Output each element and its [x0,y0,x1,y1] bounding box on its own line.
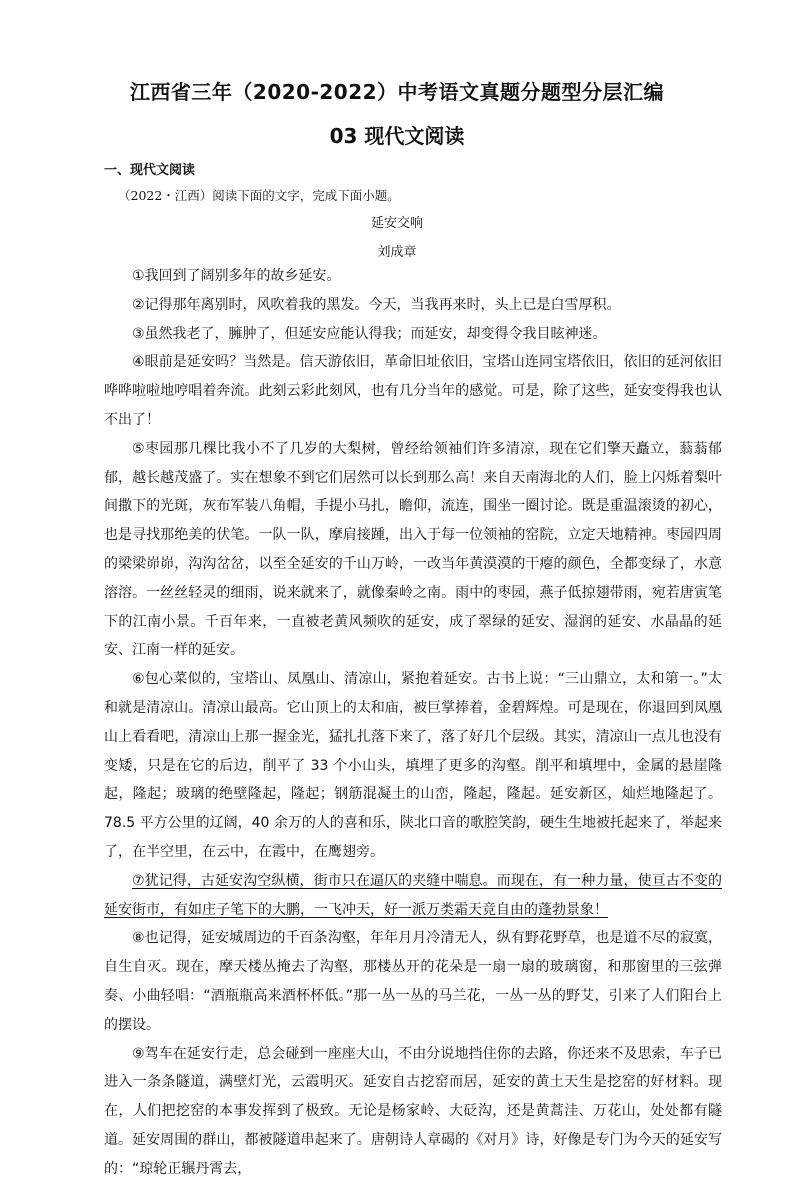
paragraph-4: ④眼前是延安吗？当然是。信天游依旧，革命旧址依旧，宝塔山连同宝塔依旧，依旧的延河依旧哗哗啦啦地哼唱着奔流。此刻云彩此刻风，也有几分当年的感觉。可是，除了这些，延安变得我也认不出了！ [104,354,722,428]
article-author: 刘成章 [377,245,417,260]
question-intro: （2022・江西）阅读下面的文字，完成下面小题。 [118,188,400,203]
underlined-text: ⑦犹记得，古延安沟空纵横，街市只在逼仄的夹缝中喘息。而现在，有一种力量，使亘古不变的延安街市，有如庄子笔下的大鹏，一飞冲天，好一派万类霜天竞自由的蓬勃景象！ [104,872,722,918]
article-title: 延安交响 [370,216,423,231]
paragraph-9: ⑨驾车在延安行走，总会碰到一座座大山，不由分说地挡住你的去路，你还来不及思索，车子已进入一条条隧道，满壁灯光，云霞明灭。延安自古挖窑而居，延安的黄土天生是挖窑的好材料。现在，人们把挖窑的本事发挥到了极致。无论是杨家岭、大砭沟，还是黄蒿洼、万花山，处处都有隧道。延安周围的群山，都被隧道串起来了。唐朝诗人章碣的《对月》诗，好像是专门为今天的延安写的：“琼轮正辗丹霄去， [104,1045,722,1177]
paragraph-1: ①我回到了阔别多年的故乡延安。 [132,268,341,284]
document-subtitle: 03 现代文阅读 [329,124,465,148]
paragraph-7-underlined [104,867,722,925]
section-heading: 一、现代文阅读 [104,163,196,178]
paragraph-2: ②记得那年离别时，风吹着我的黑发。今天，当我再来时，头上已是白雪厚积。 [132,296,621,313]
article-body [104,262,722,1184]
paragraph-6: ⑥包心菜似的，宝塔山、凤凰山、清凉山，紧抱着延安。古书上说：“三山鼎立，太和第一。”太和就是清凉山。清凉山最高。它山顶上的太和庙，被巨掌捧着，金碧辉煌。可是现在，你退回到凤凰山上看看吧，清凉山上那一握金光，猛扎扎落下来了，落了好几个层级。其实，清凉山一点儿也没有变矮，只是在它的后边，削平了 33 个小山头，填埋了更多的沟壑。削平和填埋中，金属的悬崖隆起，隆起；玻璃的绝壁隆起，隆起；钢筋混凝土的山峦，隆起，隆起。延安新区，灿烂地隆起了。78.5 平方公里的辽阔，40 余万的人的喜和乐，陕北口音的歌腔笑韵，硬生生地被托起来了，举起来了，在半空里，在云中，在霞中，在鹰翅旁。 [104,671,722,860]
paragraph-3: ③虽然我老了，臃肿了，但延安应能认得我；而延安，却变得令我目眩神迷。 [132,325,607,342]
paragraph-8: ⑧也记得，延安城周边的千百条沟壑，年年月月冷清无人，纵有野花野草，也是道不尽的寂寞，自生自灭。现在，摩天楼丛掩去了沟壑，那楼丛开的花朵是一扇一扇的玻璃窗，和那窗里的三弦弹奏、小曲轻唱：“酒瓶瓶高来酒杯杯低。”那一丛一丛的马兰花，一丛一丛的野艾，引来了人们阳台上的摆设。 [104,930,722,1033]
paragraph-5: ⑤枣园那几棵比我小不了几岁的大梨树，曾经给领袖们许多清凉，现在它们擎天矗立，蓊蓊郁郁，越长越茂盛了。实在想象不到它们居然可以长到那么高！来自天南海北的人们，脸上闪烁着梨叶间撒下的光斑，灰布军装八角帽，手提小马扎，瞻仰，流连，围坐一圈讨论。既是重温滚烫的初心，也是寻找那绝美的伏笔。一队一队，摩肩接踵，出入于每一位领袖的窑院，立定天地精神。枣园四周的梁梁峁峁，沟沟岔岔，以至全延安的千山万岭，一改当年黄漠漠的干瘪的颜色，全都变绿了，水意溶溶。一丝丝轻灵的细雨，说来就来了，就像秦岭之南。雨中的枣园，燕子低掠翅带雨，宛若唐寅笔下的江南小景。千百年来，一直被老黄风频吹的延安，成了翠绿的延安、湿润的延安、水晶晶的延安、江南一样的延安。 [104,440,722,659]
document-title: 江西省三年（2020-2022）中考语文真题分题型分层汇编 [129,80,665,104]
